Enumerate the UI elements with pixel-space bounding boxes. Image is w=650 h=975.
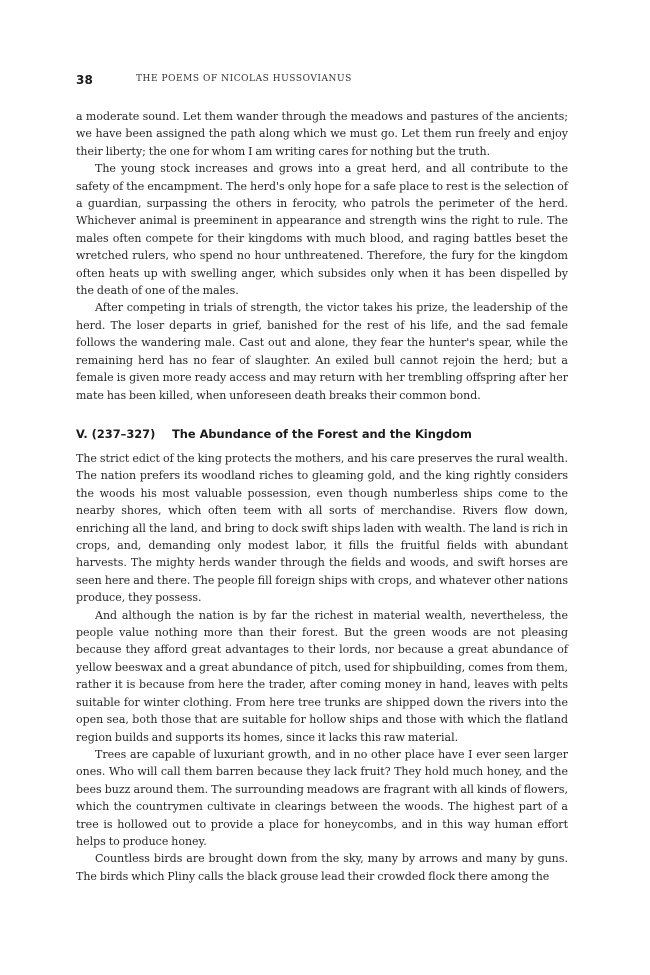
running-head	[76, 73, 576, 89]
body-text-top	[76, 108, 568, 404]
paragraph: a moderate sound. Let them wander through the meadows and pastures of the ancients; we have been assigned the path along which we must go. Let them run freely and enjoy their liberty; the one for whom I am writing cares for nothing but the truth.	[76, 110, 568, 158]
paragraph: The young stock increases and grows into a great herd, and all contribute to the safety of the encampment. The herd's only hope for a safe place to rest is the selection of a guardian, surpassing the others in ferocity, who patrols the perimeter of the herd. Whichever animal is preeminent in appearance and strength wins the right to rule. The males often compete for their kingdoms with much blood, and raging battles beset the wretched rulers, who spend no hour unthreatened. Therefore, the fury for the kingdom often heats up with swelling anger, which subsides only when it has been dispelled by the death of one of the males.	[76, 162, 568, 298]
body-text-section-v	[76, 450, 568, 885]
paragraph: Countless birds are brought down from the sky, many by arrows and many by guns. The birds which Pliny calls the black grouse lead their crowded flock there among the	[76, 852, 568, 883]
section-heading	[76, 427, 568, 441]
paragraph: The strict edict of the king protects the mothers, and his care preserves the rural wealth. The nation prefers its woodland riches to gleaming gold, and the king rightly considers the woods his most valuable possession, even though numberless ships come to the nearby shores, which often teem with all sorts of merchandise. Rivers flow down, enriching all the land, and bring to dock swift ships laden with wealth. The land is rich in crops, and, demanding only modest labor, it fills the fruitful fields with abundant harvests. The mighty herds wander through the fields and woods, and swift horses are seen here and there. The people fill foreign ships with crops, and whatever other nations produce, they possess.	[76, 452, 568, 605]
paragraph: And although the nation is by far the richest in material wealth, nevertheless, the people value nothing more than their forest. But the green woods are not pleasing because they afford great advantages to their lords, nor because a great abundance of yellow beeswax and a great abundance of pitch, used for shipbuilding, comes from them, rather it is because from here the trader, after coming money in hand, leaves with pelts suitable for winter clothing. From here tree trunks are shipped down the rivers into the open sea, both those that are suitable for hollow ships and those with which the flatland region builds and supports its homes, since it lacks this raw material.	[76, 608, 568, 744]
section-number: V. (237–327)	[76, 427, 156, 441]
running-title: THE POEMS OF NICOLAS HUSSOVIANUS	[136, 74, 352, 84]
paragraph: After competing in trials of strength, the victor takes his prize, the leadership of the herd. The loser departs in grief, banished for the rest of his life, and the sad female follows the wandering male. Cast out and alone, they fear the hunter's spear, while the remaining herd has no fear of slaughter. An exiled bull cannot rejoin the herd; but a female is given more ready access and may return with her trembling offspring after her mate has been killed, when unforeseen death breaks their common bond.	[76, 301, 568, 402]
page-number: 38	[76, 73, 94, 87]
paragraph: Trees are capable of luxuriant growth, and in no other place have I ever seen larger ones. Who will call them barren because they lack fruit? They hold much honey, and the bees buzz around them. The surrounding meadows are fragrant with all kinds of flowers, which the countrymen cultivate in clearings between the woods. The highest part of a tree is hollowed out to provide a place for honeycombs, and in this way human effort helps to produce honey.	[76, 747, 568, 848]
section-title: The Abundance of the Forest and the Kingdom	[172, 427, 472, 441]
